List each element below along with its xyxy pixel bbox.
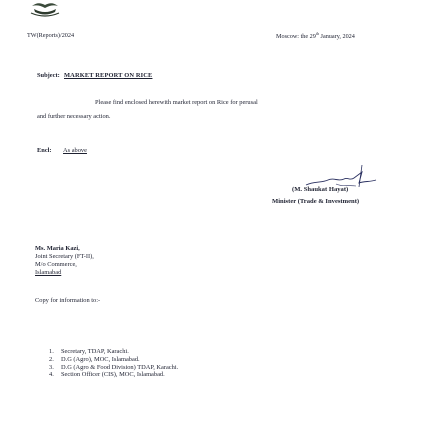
copy-to-item-text: D.G (Agro & Food Division) TDAP, Karachi. [61,363,179,371]
addressee-name: Ms. Maria Kazi, [35,245,80,252]
copy-to-item-number: 4. [49,371,54,379]
subject-label: Subject: [37,72,60,79]
copy-to-item-number: 2. [49,355,54,363]
signatory-title: Minister (Trade & Investment) [272,198,360,205]
state-emblem-icon [28,0,62,18]
addressee-office: M/o Commerce, [35,261,77,268]
copy-to-item-text: D.G (Agro), MOC, Islamabad. [61,355,140,363]
enclosure-label: Encl: [37,147,52,154]
reference-number: TW(Reports)/2024 [27,32,75,39]
addressee-designation: Joint Secretary (FT-II), [35,253,94,260]
dateline-suffix: January, 2024 [319,33,355,40]
copy-to-item [49,356,178,364]
dateline-prefix: Moscow: the 29 [276,33,316,40]
copy-to-item-text: Secretary, TDAP, Karachi. [61,348,129,355]
enclosure-value: As above [63,147,87,154]
signatory-name: (M. Shaukat Hayat) [292,186,349,193]
subject-text: MARKET REPORT ON RICE [64,72,153,79]
copy-to-item-text: Section Officer (CIS), MOC, Islamabad. [61,371,165,379]
body-line-1: Please find enclosed herewith market report on Rice for perusal [95,99,258,106]
copy-to-list [49,348,178,379]
copy-to-item-number: 1. [49,348,54,355]
dateline-ordinal: th [315,31,319,36]
dateline [276,31,355,40]
copy-to-item [49,348,178,356]
copy-to-item [49,364,178,372]
copy-to-item-number: 3. [49,363,54,371]
addressee-city: Islamabad [35,269,62,276]
copy-to-item [49,371,178,379]
body-line-2: and further necessary action. [37,113,111,120]
copy-to-label: Copy for information to:- [35,297,101,304]
